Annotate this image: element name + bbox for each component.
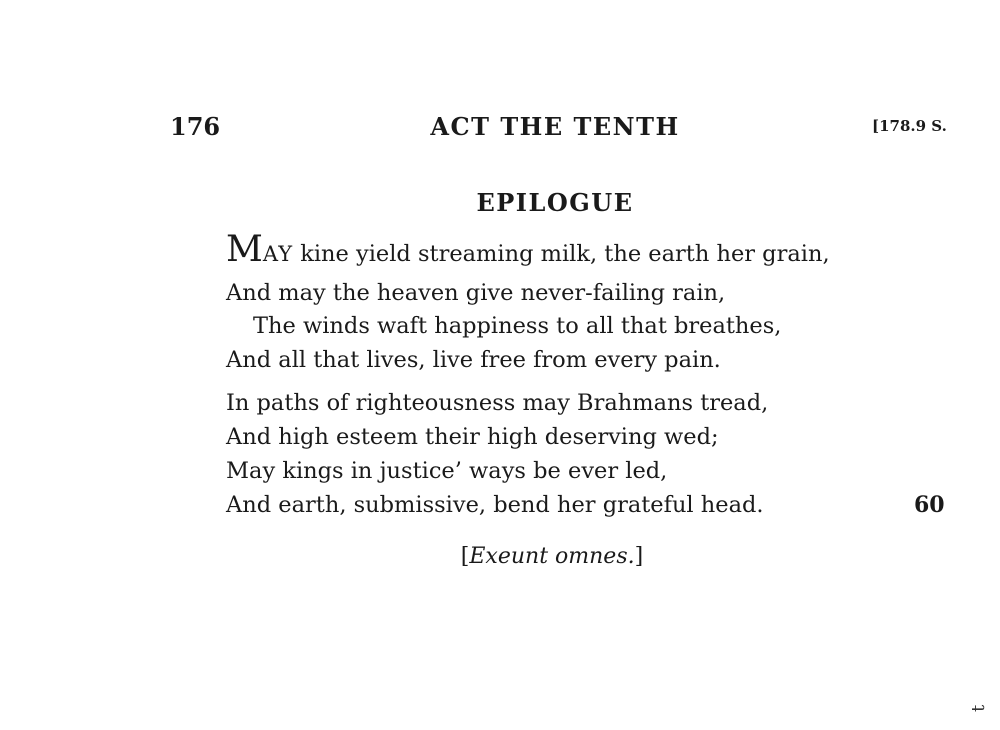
verse-line-3: The winds waft happiness to all that breathes, [253, 313, 782, 339]
verse-line-5: In paths of righteousness may Brahmans tread, [226, 390, 769, 416]
section-reference: [178.9 S. [872, 117, 947, 135]
stage-direction [0, 544, 1000, 569]
verse-line-7: May kings in justice’ ways be ever led, [226, 458, 668, 484]
line-number: 60 [914, 492, 945, 518]
verse-line-2: And may the heaven give never-failing rain, [226, 280, 726, 306]
stage-direction-text: Exeunt omnes. [469, 544, 635, 569]
bracket-open: [ [460, 544, 470, 569]
verse-line-4: And all that lives, live free from every pain. [226, 347, 721, 373]
running-title: ACT THE TENTH [430, 112, 680, 141]
epilogue-title: EPILOGUE [476, 188, 634, 217]
bracket-close: ] [634, 544, 644, 569]
small-caps-word: AY [262, 242, 294, 266]
drop-cap: M [226, 229, 263, 270]
page-number: 176 [170, 112, 221, 141]
verse-line-8: And earth, submissive, bend her grateful head. [226, 492, 764, 518]
verse-line-text: kine yield streaming milk, the earth her grain, [293, 241, 830, 267]
verse-line-6: And high esteem their high deserving wed; [226, 424, 719, 450]
margin-mark: t [968, 704, 989, 712]
verse-line-1 [226, 229, 830, 270]
